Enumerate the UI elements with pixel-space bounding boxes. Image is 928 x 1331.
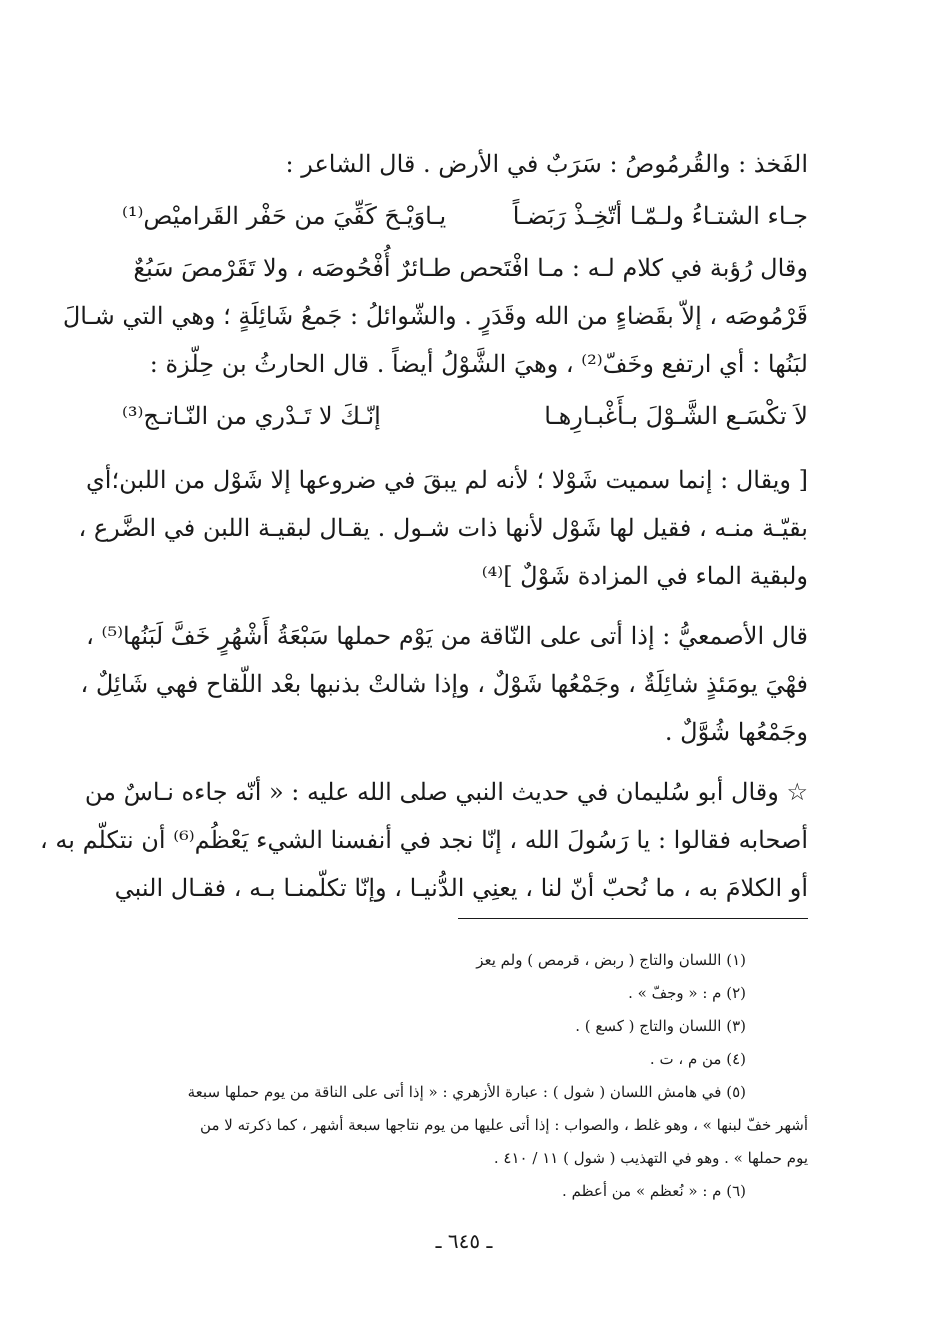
text-line: أصحابه فقالوا : يا رَسُولَ الله ، إنّا نجد في أنفسنا الشيء يَعْظُم⁽⁶⁾ أن نتكلّم به ، (40, 826, 808, 854)
text-line: فهْيَ يومَئذٍ شائِلَةٌ ، وجَمْعُها شَوْلٌ ، وإذا شالتْ بذنبها بعْد اللّقاح فهي شَائِلٌ ، (80, 670, 808, 698)
text-line: ☆ وقال أبو سُليمان في حديث النبي صلى الله عليه : « أنّه جاءه نـاسٌ من (84, 778, 808, 806)
footnote: (١) اللسان والتاج ( ربض ، قرمص ) ولم يعز (476, 951, 746, 969)
text-line: وقال رُؤبة في كلام لـه : مـا افْتَحص طـائرٌ أُفْحُوصَه ، ولا تَقَرْمصَ سَبُعٌ (133, 254, 808, 282)
text-line: ولبقية الماء في المزادة شَوْلٌ ]⁽⁴⁾ (481, 562, 808, 590)
text-line: قال الأصمعيُّ : إذا أتى على النّاقة من يَوْم حملها سَبْعَةُ أَشْهُرٍ خَفَّ لَبَنُها⁽⁵⁾ ، (86, 622, 808, 650)
text-line: أو الكلامَ به ، ما نُحبّ أنّ لنا ، يعنِي الدُّنيـا ، وإنّا تكلّمنـا بـه ، فقـال النبي (114, 874, 808, 902)
text-line: بقيّـة منـه ، فقيل لها شَوْل لأنها ذات شـول . يقـال لبقيـة اللبن في الضَّرع ، (78, 514, 808, 542)
verse-hemistich-right: جـاء الشتـاءُ ولـمّـا أتّخِـذْ رَبَضـاً (512, 202, 808, 230)
footnote-continuation: أشهر خفّ لبنها » ، وهو غلط ، والصواب : إذا أتى عليها من يوم نتاجها سبعة أشهر ، كما ذكرته لا من (200, 1116, 808, 1134)
verse-hemistich-left: يـاوَيْـحَ كَفِّيَ من حَفْر القَراميْص⁽¹⁾ (122, 202, 447, 230)
text-line: لبَنُها : أي ارتفع وخَفّ⁽²⁾ ، وهيَ الشَّوْلُ أيضاً . قال الحارثُ بن حِلّزة : (149, 350, 808, 378)
verse-hemistich-left: إنّـكَ لا تَـدْري من النّـاتـج⁽³⁾ (122, 402, 381, 430)
footnote-divider (458, 918, 808, 919)
verse-line (122, 392, 808, 440)
text-line: [ ويقال : إنما سميت شَوْلا ؛ لأنه لم يبقَ في ضروعها إلا شَوْل من اللبن؛أي (86, 466, 808, 494)
text-line: الفَخذ : والقُرمُوصُ : سَرَبٌ في الأرض . قال الشاعر : (285, 150, 808, 178)
footnote: (٥) في هامش اللسان ( شول ) : عبارة الأزهري : « إذا أتى على الناقة من يوم حملها سبعة (187, 1083, 746, 1101)
verse-hemistich-right: لاَ تكْسَـع الشَّـوْلَ بـأَغْبـارِهـا (544, 402, 808, 430)
main-text (40, 140, 808, 912)
footnote: (٤) من م ، ت . (649, 1050, 746, 1068)
footnote: (٦) م : « نُعظم » من أعظم . (562, 1182, 746, 1200)
verse-line (122, 192, 808, 240)
footnote: (٢) م : « وجفّ » . (628, 984, 746, 1002)
page-number: ـ ٦٤٥ ـ (435, 1229, 493, 1253)
footnote-continuation: يوم حملها » . وهو في التهذيب ( شول ) ١١ / ٤١٠ . (493, 1149, 808, 1167)
footnote: (٣) اللسان والتاج ( كسع ) . (575, 1017, 746, 1035)
text-line: وجَمْعُها شُوَّلٌ . (664, 718, 808, 746)
text-line: قَرْمُوصَه ، إلاّ بقَضاءٍ من الله وقَدَرٍ . والشّوائلُ : جَمعُ شَائِلَةٍ ؛ وهي التي شـالَ (62, 302, 808, 330)
footnotes (122, 944, 808, 1208)
